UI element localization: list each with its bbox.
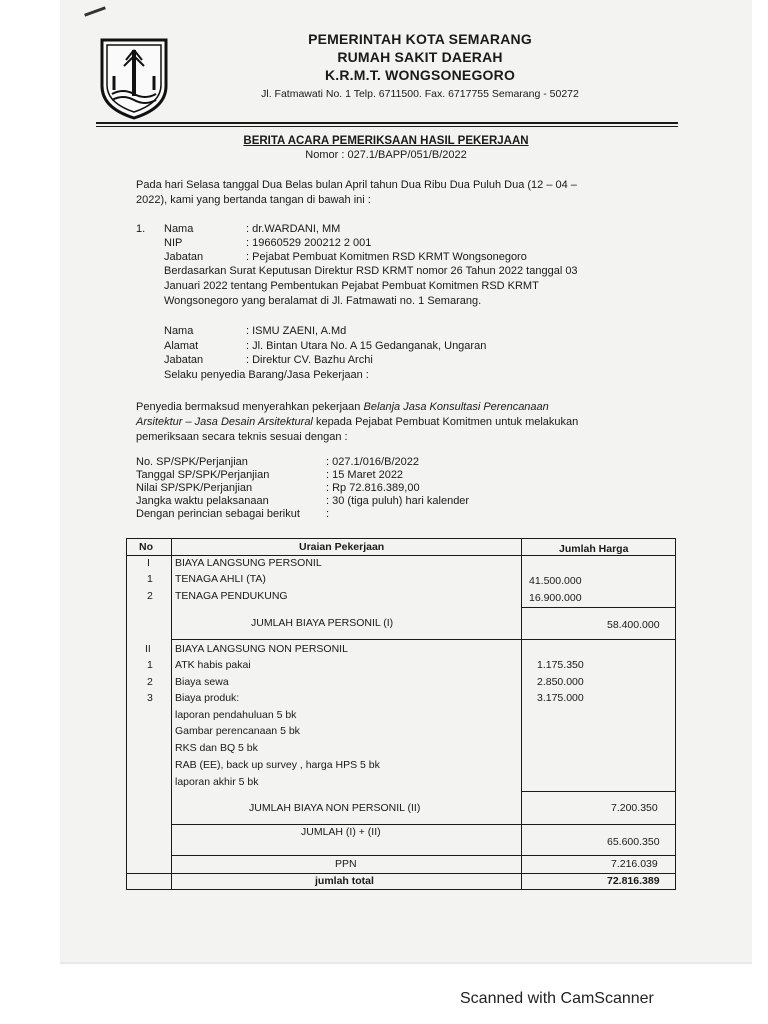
row-line [521, 791, 675, 792]
party2-role: Selaku penyedia Barang/Jasa Pekerjaan : [164, 369, 369, 381]
spk-detail-colon: : [326, 508, 330, 520]
purpose-text-1a: Penyedia bermaksud menyerahkan pekerjaan [136, 401, 364, 413]
cost-table [126, 538, 676, 890]
purpose-line-3: pemeriksaan secara teknis sesuai dengan : [136, 431, 348, 443]
party1-number: 1. [136, 223, 146, 235]
scanner-watermark: Scanned with CamScanner [460, 990, 654, 1007]
party1-basis-2: Januari 2022 tentang Pembentukan Pejabat Pembuat Komitmen RSD KRMT [164, 280, 539, 292]
total-label: jumlah total [315, 875, 374, 887]
city-crest-logo [98, 36, 170, 120]
purpose-work-name-1: Belanja Jasa Konsultasi Perencanaan [363, 401, 549, 413]
party2-nama-label: Nama [164, 325, 194, 337]
row-line [127, 873, 675, 874]
party2-jabatan-label: Jabatan [164, 354, 204, 366]
row1-1-desc: TENAGA AHLI (TA) [175, 573, 266, 585]
party1-nama-value: : dr.WARDANI, MM [246, 223, 341, 235]
header-rule [96, 122, 678, 124]
header-rule-thin [96, 126, 678, 127]
spk-date-value: : 15 Maret 2022 [326, 469, 404, 481]
section1-no: I [147, 557, 150, 569]
row1-1-no: 1 [147, 573, 153, 585]
intro-line-1: Pada hari Selasa tanggal Dua Belas bulan April tahun Dua Ribu Dua Puluh Dua (12 – 04 – [136, 179, 577, 191]
spk-date-label: Tanggal SP/SPK/Perjanjian [136, 469, 270, 481]
row-line [521, 607, 675, 608]
purpose-line-2 [136, 415, 638, 430]
purpose-work-name-2: Arsitektur – Jasa Desain Arsitektural [136, 416, 313, 428]
purpose-text-2b: kepada Pejabat Pembuat Komitmen untuk melakukan [312, 416, 579, 428]
row1-2-amount: 16.900.000 [529, 592, 582, 604]
party2-jabatan-value: : Direktur CV. Bazhu Archi [246, 354, 373, 366]
party1-nip-label: NIP [164, 237, 183, 249]
spk-value-value: : Rp 72.816.389,00 [326, 482, 420, 494]
document-number: Nomor : 027.1/BAPP/051/B/2022 [305, 149, 467, 161]
row2-1-no: 1 [147, 659, 153, 671]
spk-no-value: : 027.1/016/B/2022 [326, 456, 419, 468]
party2-alamat-value: : Jl. Bintan Utara No. A 15 Gedanganak, Ungaran [246, 340, 487, 352]
header-government: PEMERINTAH KOTA SEMARANG [308, 31, 532, 47]
row2-2-no: 2 [147, 676, 153, 688]
row2-3-desc: Biaya produk: [175, 692, 240, 704]
row-line [171, 639, 675, 640]
purpose-line-1 [136, 400, 638, 415]
ppn-label: PPN [335, 858, 357, 870]
party2-nama-value: : ISMU ZAENI, A.Md [246, 325, 347, 337]
sum-label: JUMLAH (I) + (II) [301, 826, 381, 838]
page-edge [60, 962, 752, 964]
spk-duration-label: Jangka waktu pelaksanaan [136, 495, 269, 507]
section2-no: II [145, 643, 151, 655]
product-item: laporan pendahuluan 5 bk [175, 709, 297, 721]
total-amount: 72.816.389 [607, 875, 660, 887]
section1-title: BIAYA LANGSUNG PERSONIL [175, 557, 322, 569]
row1-2-no: 2 [147, 590, 153, 602]
product-item: RKS dan BQ 5 bk [175, 742, 258, 754]
ppn-amount: 7.216.039 [611, 858, 658, 870]
spk-value-label: Nilai SP/SPK/Perjanjian [136, 482, 253, 494]
row2-3-amount: 3.175.000 [537, 692, 584, 704]
row2-1-amount: 1.175.350 [537, 659, 584, 671]
product-item: Gambar perencanaan 5 bk [175, 725, 300, 737]
subtotal1-amount: 58.400.000 [607, 619, 660, 631]
sum-amount: 65.600.350 [607, 836, 660, 848]
section2-title: BIAYA LANGSUNG NON PERSONIL [175, 643, 348, 655]
subtotal1-label: JUMLAH BIAYA PERSONIL (I) [251, 617, 394, 629]
party1-jabatan-label: Jabatan [164, 251, 204, 263]
col-divider-amount [521, 539, 522, 889]
row2-1-desc: ATK habis pakai [175, 659, 251, 671]
row2-3-no: 3 [147, 692, 153, 704]
spk-no-label: No. SP/SPK/Perjanjian [136, 456, 248, 468]
th-no: No [139, 541, 153, 553]
col-divider-no [171, 539, 172, 889]
party1-jabatan-value: : Pejabat Pembuat Komitmen RSD KRMT Wongsonegoro [246, 251, 527, 263]
party1-nama-label: Nama [164, 223, 194, 235]
row2-2-desc: Biaya sewa [175, 676, 229, 688]
product-item: laporan akhir 5 bk [175, 776, 259, 788]
letterhead [230, 30, 610, 102]
row1-1-amount: 41.500.000 [529, 575, 582, 587]
subtotal2-label: JUMLAH BIAYA NON PERSONIL (II) [249, 802, 421, 814]
party1-nip-value: : 19660529 200212 2 001 [246, 237, 372, 249]
subtotal2-amount: 7.200.350 [611, 802, 658, 814]
th-uraian: Uraian Pekerjaan [299, 541, 385, 553]
th-jumlah: Jumlah Harga [559, 543, 629, 555]
party1-basis-3: Wongsonegoro yang beralamat di Jl. Fatmawati no. 1 Semarang. [164, 295, 482, 307]
header-address: Jl. Fatmawati No. 1 Telp. 6711500. Fax. 6717755 Semarang - 50272 [261, 88, 579, 100]
party2-alamat-label: Alamat [164, 340, 199, 352]
header-hospital-name: K.R.M.T. WONGSONEGORO [324, 67, 516, 83]
row2-2-amount: 2.850.000 [537, 676, 584, 688]
header-hospital: RUMAH SAKIT DAERAH [337, 49, 503, 65]
row1-2-desc: TENAGA PENDUKUNG [175, 590, 288, 602]
party1-basis-1: Berdasarkan Surat Keputusan Direktur RSD KRMT nomor 26 Tahun 2022 tanggal 03 [164, 265, 578, 277]
intro-line-2: 2022), kami yang bertanda tangan di bawah ini : [136, 194, 371, 206]
row-line [171, 824, 675, 825]
document-title: BERITA ACARA PEMERIKSAAN HASIL PEKERJAAN [243, 135, 529, 147]
product-item: RAB (EE), back up survey , harga HPS 5 bk [175, 759, 380, 771]
document-title-block [200, 134, 572, 162]
spk-duration-value: : 30 (tiga puluh) hari kalender [326, 495, 470, 507]
row-line [171, 855, 675, 856]
spk-detail-label: Dengan perincian sebagai berikut [136, 508, 300, 520]
